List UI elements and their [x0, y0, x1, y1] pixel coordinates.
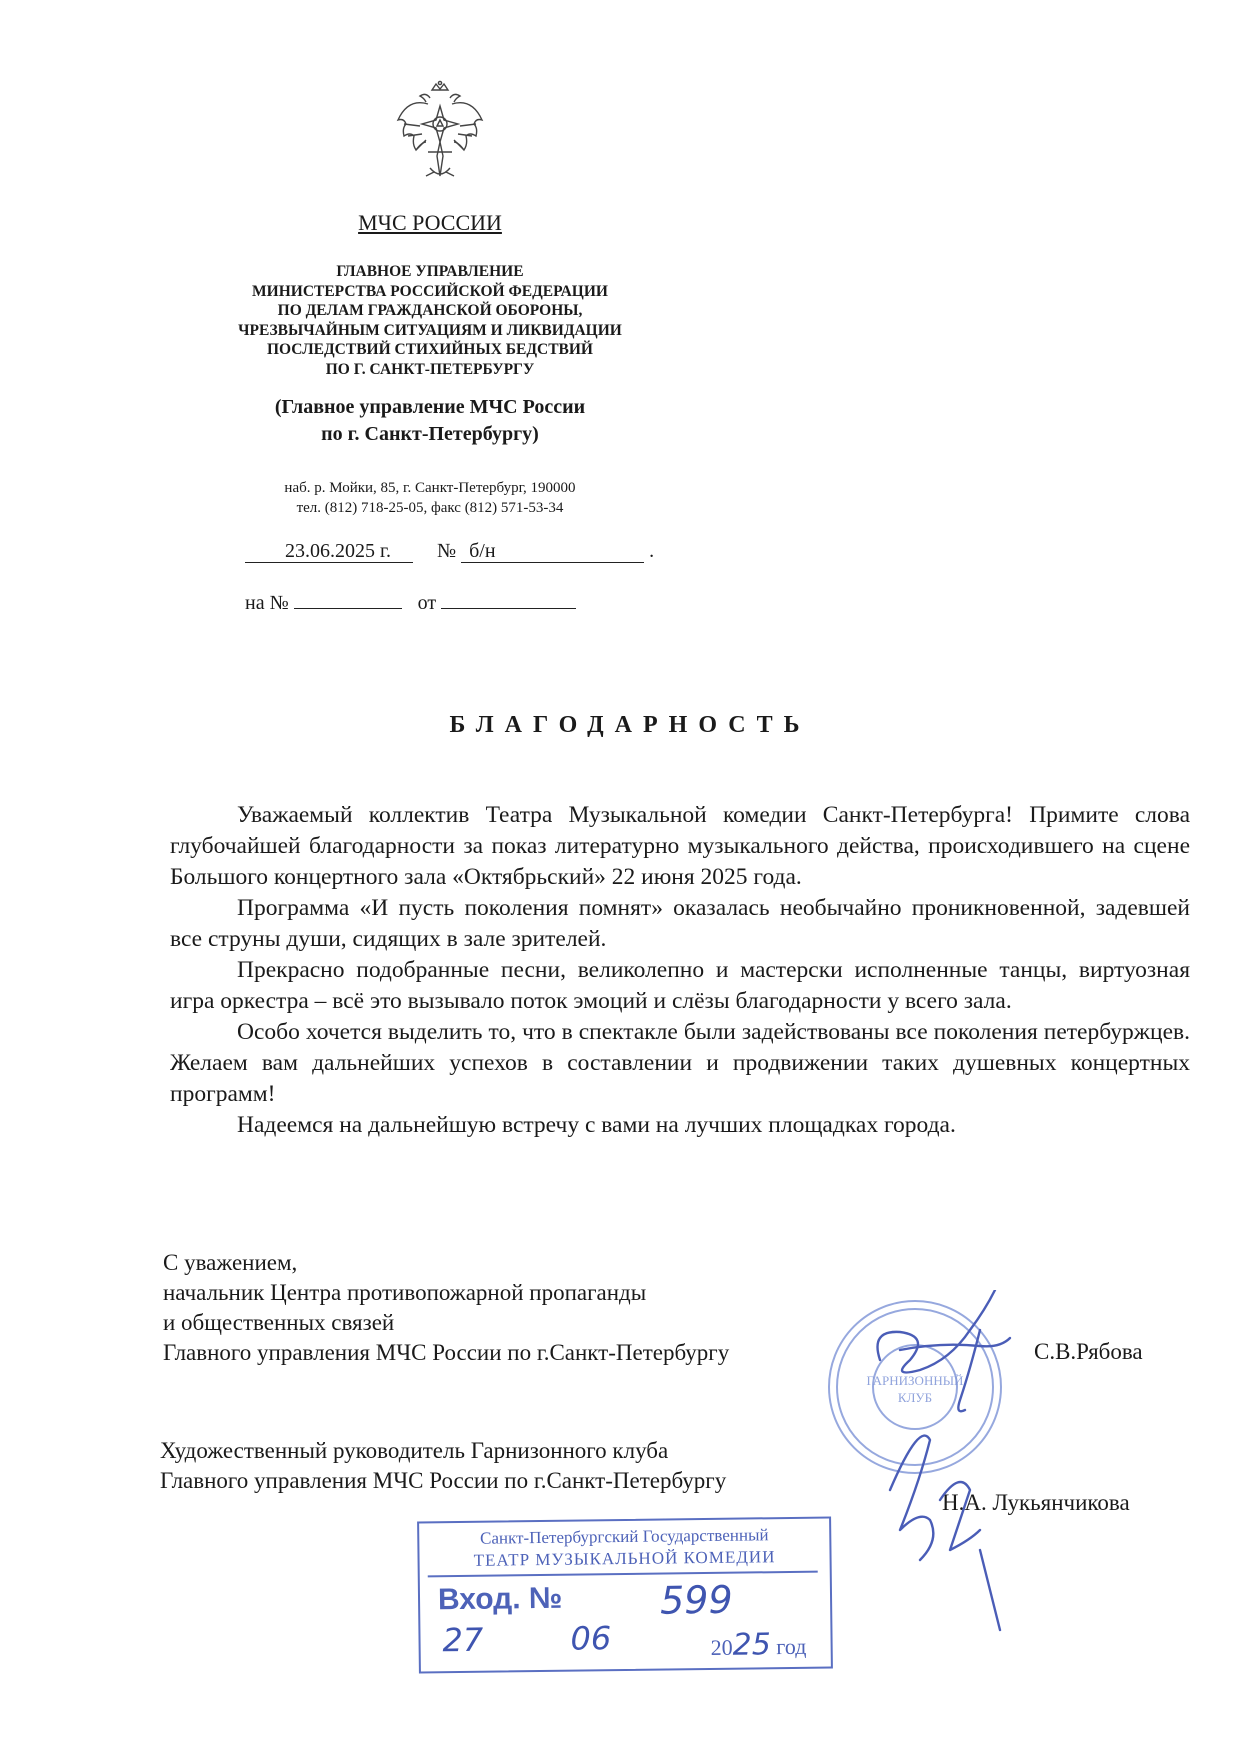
incoming-year-word: год	[776, 1633, 807, 1660]
incoming-stamp-divider	[428, 1571, 818, 1578]
signer1-name: С.В.Рябова	[1034, 1339, 1143, 1364]
document-date-number-row	[245, 540, 654, 563]
document-date: 23.06.2025 г.	[245, 540, 413, 563]
incoming-stamp-organization: Санкт-Петербургский Государственный	[479, 1525, 769, 1548]
address-block	[170, 478, 690, 518]
phone-line: тел. (812) 718-25-05, факс (812) 571-53-34	[296, 500, 564, 516]
ministry-full-name	[170, 262, 690, 379]
document-number: б/н	[461, 540, 644, 563]
signer1-title-line: и общественных связей	[163, 1310, 395, 1335]
body-paragraph: Прекрасно подобранные песни, великолепно и мастерски исполненные танцы, виртуозная игра оркестра – всё это вызывало поток эмоций и слёзы благодарности у всего зала.	[170, 957, 1190, 1014]
letter-body	[170, 800, 1190, 1141]
reference-row	[245, 592, 576, 615]
body-paragraph: Уважаемый коллектив Театра Музыкальной комедии Санкт-Петербурга! Примите слова глубочайшей благодарности за показ литературно музыкального действа, происходившего на сцене Большого концертного зала «Октябрьский» 22 июня 2025 года.	[170, 802, 1190, 890]
signer1-title-line: начальник Центра противопожарной пропаганды	[163, 1280, 647, 1305]
signer1-title-line: Главного управления МЧС России по г.Санкт-Петербургу	[163, 1340, 730, 1365]
reference-number-label: на №	[245, 592, 289, 614]
ministry-abbreviation	[170, 394, 690, 448]
signer2-title-line: Главного управления МЧС России по г.Санкт-Петербургу	[160, 1468, 727, 1493]
ministry-line: ПО ДЕЛАМ ГРАЖДАНСКОЙ ОБОРОНЫ,	[277, 302, 583, 319]
body-paragraph: Программа «И пусть поколения помнят» оказалась необычайно проникновенной, задевшей все струны души, сидящих в зале зрителей.	[170, 895, 1190, 952]
body-paragraph: Надеемся на дальнейшую встречу с вами на лучших площадках города.	[237, 1112, 956, 1138]
incoming-day: 27	[442, 1620, 484, 1660]
round-stamp-text: КЛУБ	[897, 1390, 933, 1405]
incoming-month: 06	[570, 1619, 612, 1658]
document-title: БЛАГОДАРНОСТЬ	[449, 712, 811, 738]
reference-date-blank	[441, 608, 576, 609]
ministry-paren-line: (Главное управление МЧС России	[274, 396, 586, 418]
ministry-line: ЧРЕЗВЫЧАЙНЫМ СИТУАЦИЯМ И ЛИКВИДАЦИИ	[238, 321, 622, 339]
signer2-title-line: Художественный руководитель Гарнизонного клуба	[160, 1438, 669, 1463]
ministry-line: ГЛАВНОЕ УПРАВЛЕНИЕ	[336, 263, 524, 280]
incoming-number-label: Вход. №	[437, 1581, 563, 1617]
mchs-emblem-icon	[390, 80, 490, 190]
ministry-line: ПОСЛЕДСТВИЙ СТИХИЙНЫХ БЕДСТВИЙ	[267, 341, 593, 358]
handwritten-signatures	[860, 1290, 1060, 1650]
number-end: .	[649, 540, 655, 562]
body-paragraph: Особо хочется выделить то, что в спектакле были задействованы все поколения петербуржцев. Желаем вам дальнейших успехов в составлении и продвижении таких душевных концертных программ!	[170, 1019, 1190, 1107]
ministry-short-name: МЧС РОССИИ	[358, 210, 502, 235]
reference-number-blank	[294, 608, 402, 609]
reference-from-label: от	[417, 592, 437, 614]
ministry-line: ПО Г. САНКТ-ПЕТЕРБУРГУ	[325, 360, 535, 378]
round-stamp-text: ГАРНИЗОННЫЙ	[866, 1373, 964, 1388]
ministry-line: МИНИСТЕРСТВА РОССИЙСКОЙ ФЕДЕРАЦИИ	[252, 282, 608, 300]
incoming-registration-stamp	[417, 1516, 833, 1673]
address-line: наб. р. Мойки, 85, г. Санкт-Петербург, 190000	[284, 480, 576, 496]
closing-greeting: С уважением,	[163, 1250, 298, 1275]
ministry-paren-line: по г. Санкт-Петербургу)	[321, 423, 539, 445]
closing-block	[163, 1248, 729, 1368]
number-label: №	[437, 540, 457, 562]
incoming-year-suffix: 25	[732, 1627, 772, 1663]
signer2-name: Н.А. Лукьянчикова	[942, 1490, 1130, 1515]
incoming-number: 599	[659, 1577, 733, 1623]
incoming-year-prefix: 20	[710, 1634, 733, 1660]
incoming-year	[710, 1627, 806, 1663]
signer2-block	[160, 1436, 726, 1496]
incoming-stamp-theatre: ТЕАТР МУЗЫКАЛЬНОЙ КОМЕДИИ	[473, 1547, 776, 1570]
